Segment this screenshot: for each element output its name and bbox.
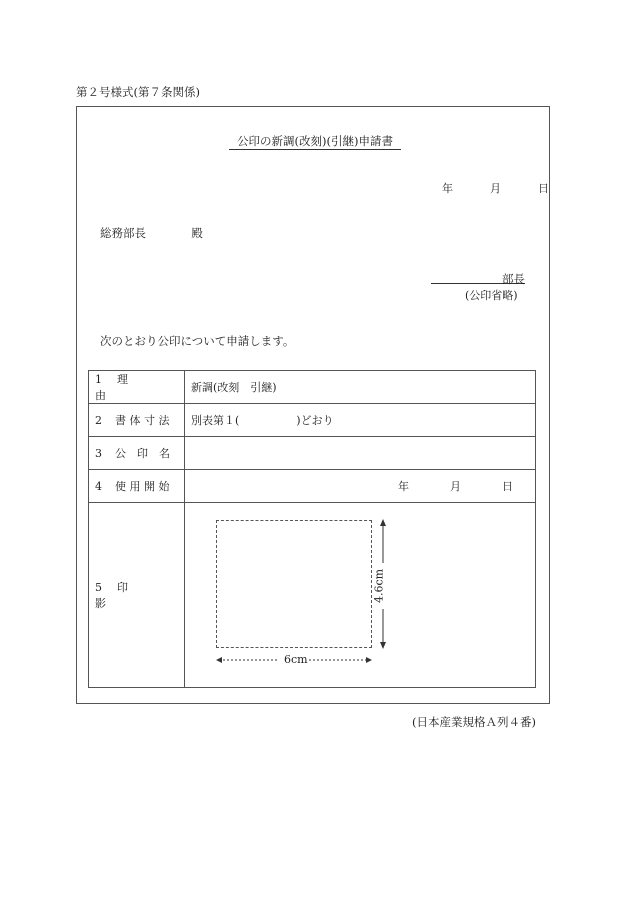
seal-impression-area-cell — [185, 503, 536, 688]
title-text: 公印の新調(改刻)(引継)申請書 — [229, 134, 401, 150]
application-date — [442, 180, 549, 196]
seal-omitted-note: (公印省略) — [465, 289, 518, 302]
applicant-department-field — [431, 271, 525, 284]
table-row-reason — [89, 371, 536, 404]
row-number: 3 — [95, 447, 102, 460]
seal-impression-label-cell — [89, 503, 185, 688]
height-arrow-up — [380, 519, 386, 526]
request-statement: 次のとおり公印について申請します。 — [100, 334, 295, 348]
seal-name-value-cell — [185, 437, 536, 470]
typeface-label-cell — [89, 404, 185, 437]
start-date-label-cell — [89, 470, 185, 503]
typeface-value-cell — [185, 404, 536, 437]
row-number: 1 — [95, 373, 102, 386]
typeface-label: 書 体 寸 法 — [115, 414, 170, 427]
start-date-month: 月 — [450, 480, 461, 493]
reason-value-cell — [185, 371, 536, 404]
addressee-name: 総務部長 — [100, 226, 146, 240]
reason-label-char-1: 理 — [117, 373, 128, 386]
seal-name-label-cell — [89, 437, 185, 470]
dimension-lines — [185, 503, 445, 687]
table-row-start-date — [89, 470, 536, 503]
date-month-label: 月 — [490, 182, 501, 195]
application-items-table — [88, 370, 536, 688]
paper-size-note: (日本産業規格Ａ列４番) — [412, 715, 536, 729]
seal-impression-label-char-1: 印 — [117, 581, 128, 594]
date-year-label: 年 — [442, 182, 453, 195]
table-row-typeface — [89, 404, 536, 437]
typeface-value-prefix: 別表第１( — [191, 414, 240, 427]
height-arrow-down — [380, 642, 386, 649]
addressee-honorific: 殿 — [191, 226, 203, 240]
start-date-label: 使 用 開 始 — [115, 480, 170, 493]
width-arrow-left — [216, 657, 222, 663]
form-number-label: 第２号様式(第７条関係) — [76, 85, 200, 99]
table-row-seal-name — [89, 437, 536, 470]
row-number: 5 — [95, 581, 102, 594]
start-date-day: 日 — [502, 480, 513, 493]
table-row-seal-impression — [89, 503, 536, 688]
department-title: 部長 — [502, 272, 525, 286]
row-number: 2 — [95, 414, 102, 427]
reason-label-cell — [89, 371, 185, 404]
addressee — [100, 225, 203, 241]
height-dimension-label: 4.6cm — [372, 568, 386, 604]
reason-label-char-2: 由 — [95, 389, 106, 402]
seal-name-label: 公 印 名 — [115, 447, 170, 460]
typeface-value-suffix: )どおり — [296, 414, 334, 427]
width-dimension-label: 6cm — [284, 653, 308, 666]
reason-value: 新調(改刻 引継) — [191, 381, 277, 394]
start-date-year: 年 — [398, 480, 409, 493]
date-day-label: 日 — [538, 182, 549, 195]
width-arrow-right — [366, 657, 372, 663]
seal-impression-area — [185, 503, 535, 687]
seal-impression-label-char-2: 影 — [95, 597, 106, 610]
page-title — [0, 133, 630, 149]
start-date-value-cell — [185, 470, 536, 503]
row-number: 4 — [95, 480, 102, 493]
